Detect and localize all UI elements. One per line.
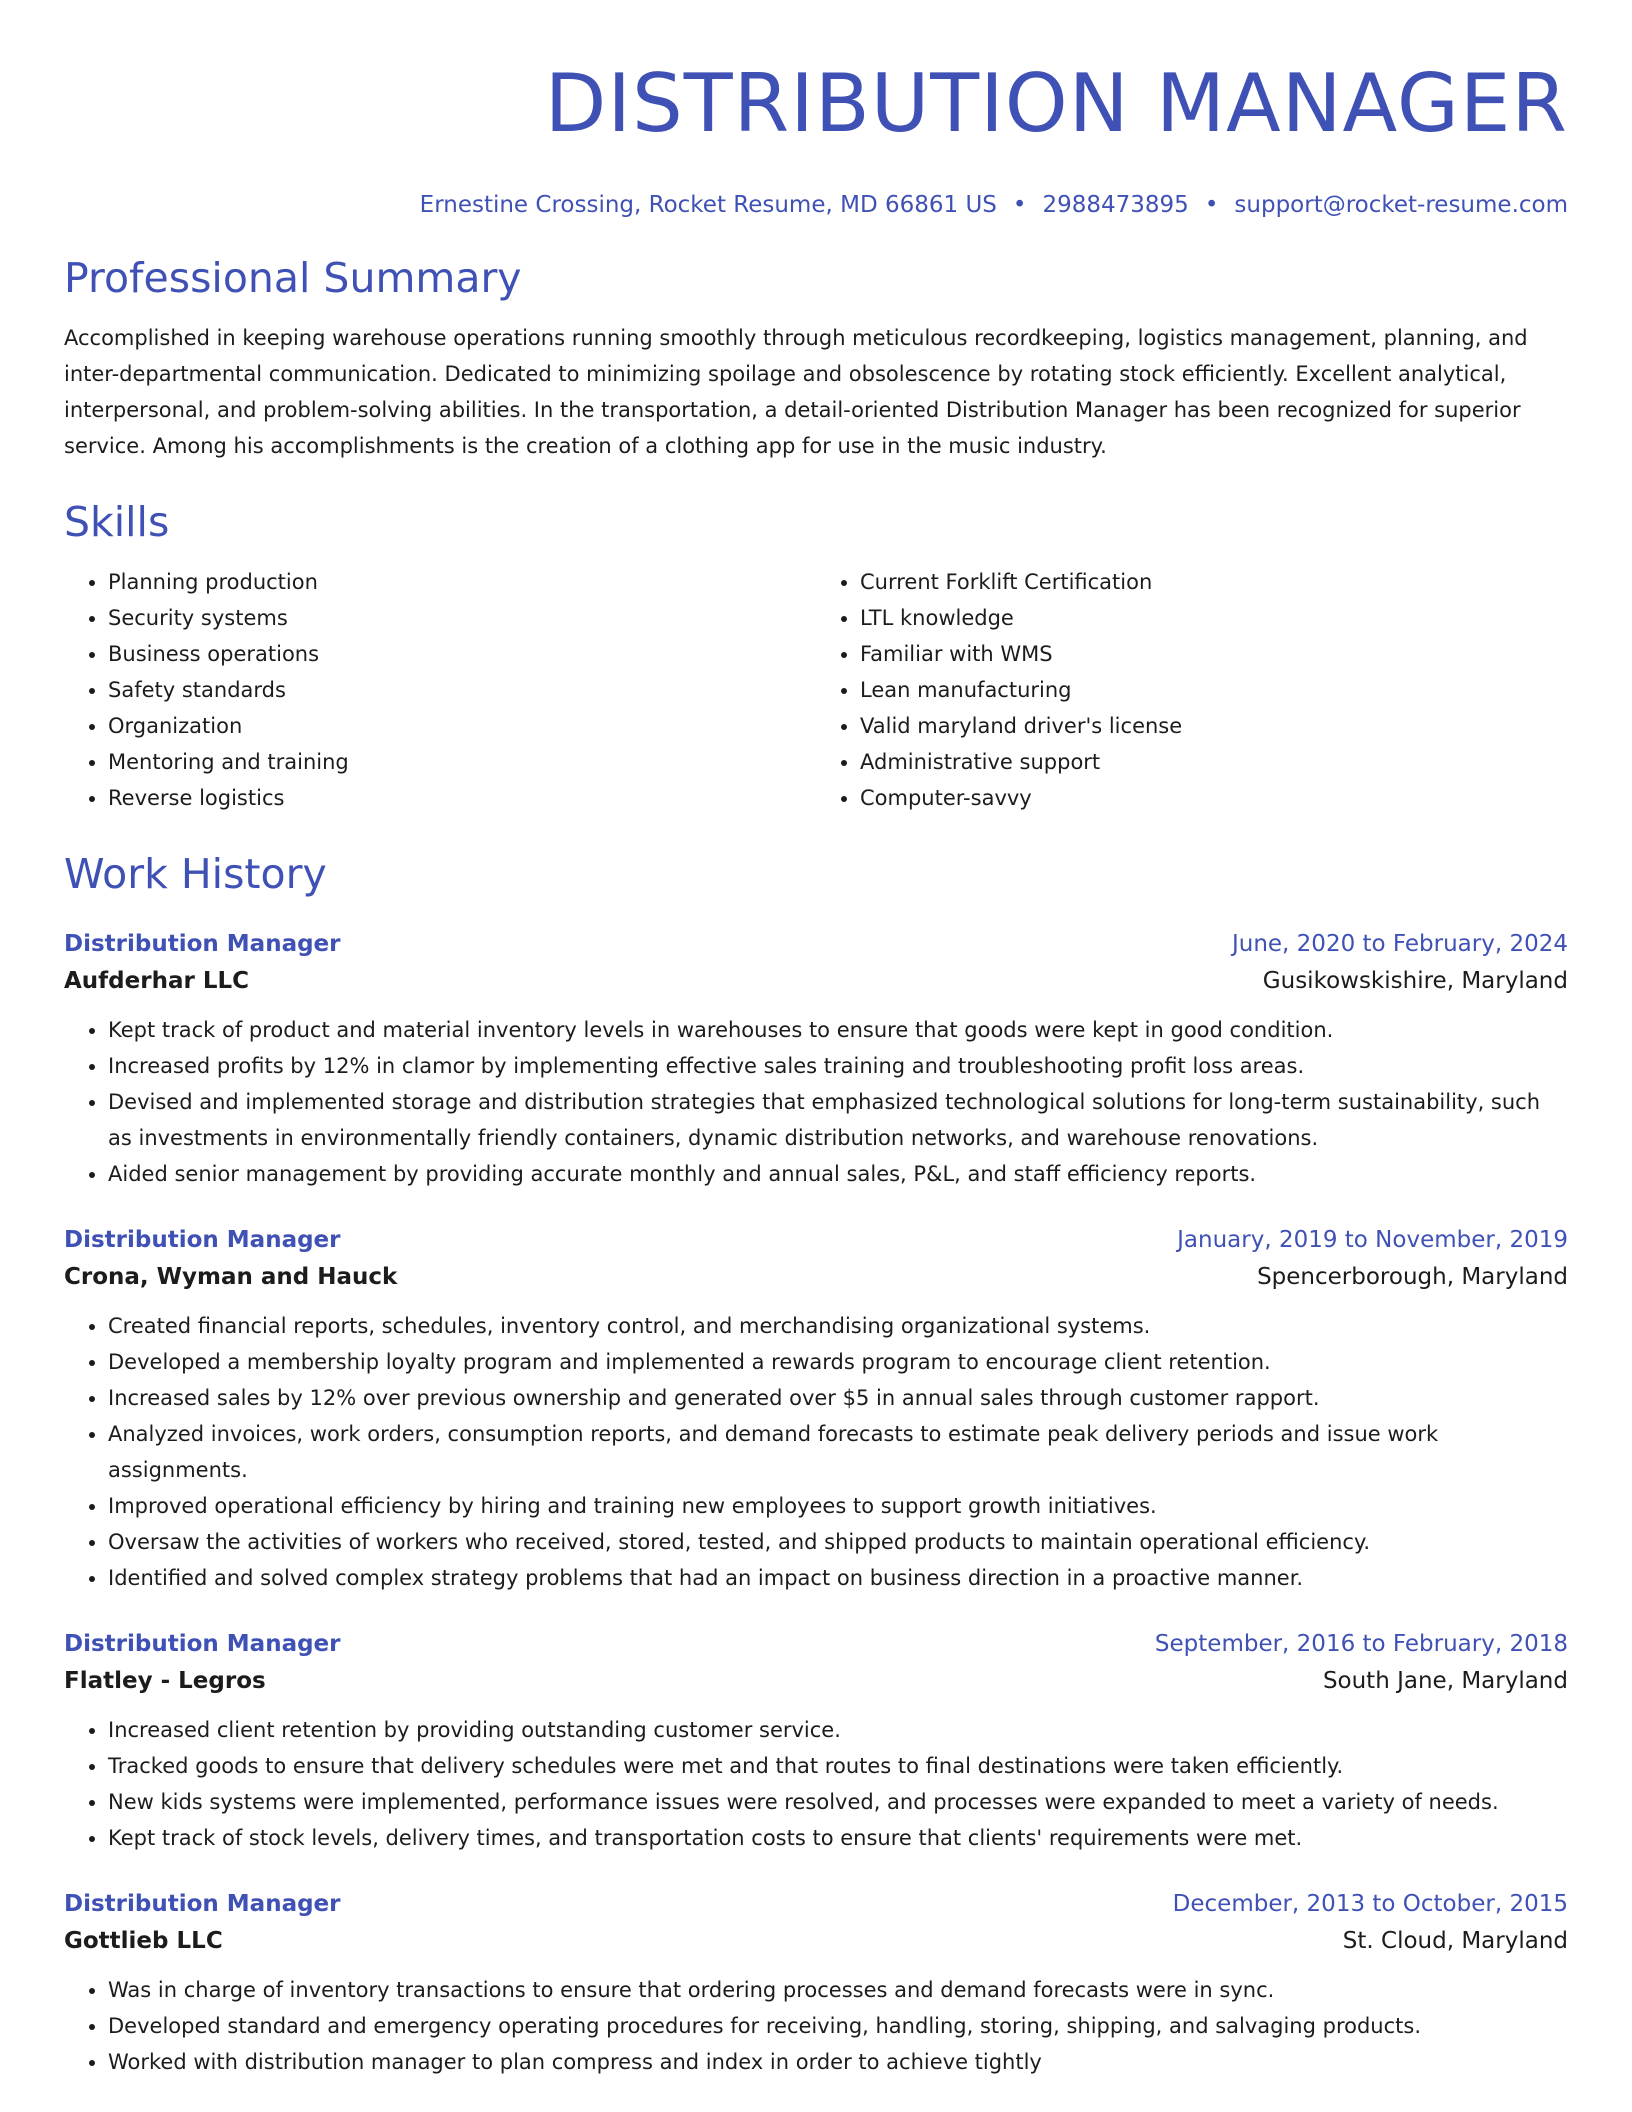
job-bullet: • Increased sales by 12% over previous ownership and generated over $5 in annual sales through customer rapport. <box>108 1380 1568 1416</box>
summary-heading: Professional Summary <box>64 254 522 302</box>
work-history-heading: Work History <box>64 850 327 898</box>
job-bullet: • Developed a membership loyalty program and implemented a rewards program to encourage client retention. <box>108 1344 1568 1380</box>
job-bullet: • Was in charge of inventory transactions to ensure that ordering processes and demand forecasts were in sync. <box>108 1972 1568 2008</box>
job-entry <box>64 1222 1568 1596</box>
job-bullets <box>64 1712 1568 1856</box>
job-bullet: • Increased client retention by providing outstanding customer service. <box>108 1712 1568 1748</box>
job-location: St. Cloud, Maryland <box>1342 1928 1568 1954</box>
job-entry <box>64 926 1568 1192</box>
contact-phone: 2988473895 <box>1042 192 1189 218</box>
job-title: Distribution Manager <box>64 1631 341 1657</box>
skill-item: • Valid maryland driver's license <box>860 708 1568 744</box>
job-bullet: • Analyzed invoices, work orders, consumption reports, and demand forecasts to estimate peak delivery periods and issue work assignments. <box>108 1416 1568 1488</box>
contact-line <box>64 188 1568 222</box>
resume-title: DISTRIBUTION MANAGER <box>544 57 1568 150</box>
job-bullet: • Identified and solved complex strategy problems that had an impact on business direction in a proactive manner. <box>108 1560 1568 1596</box>
skill-item: • Organization <box>108 708 816 744</box>
job-bullet: • Devised and implemented storage and distribution strategies that emphasized technological solutions for long-term sustainability, such as investments in environmentally friendly containers, dynamic distribution networks, and warehouse renovations. <box>108 1084 1568 1156</box>
skill-item: • Safety standards <box>108 672 816 708</box>
contact-address: Ernestine Crossing, Rocket Resume, MD 66861 US <box>419 192 997 218</box>
skill-item: • Planning production <box>108 564 816 600</box>
skills-list <box>64 564 1568 816</box>
job-bullet: • Kept track of product and material inventory levels in warehouses to ensure that goods were kept in good condition. <box>108 1012 1568 1048</box>
job-bullet: • Developed standard and emergency operating procedures for receiving, handling, storing, shipping, and salvaging products. <box>108 2008 1568 2044</box>
job-bullets <box>64 1012 1568 1192</box>
contact-separator: • <box>1204 192 1219 218</box>
job-bullet: • Created financial reports, schedules, inventory control, and merchandising organizational systems. <box>108 1308 1568 1344</box>
skill-item: • Reverse logistics <box>108 780 816 816</box>
skills-column-left <box>64 564 816 816</box>
job-dates: December, 2013 to October, 2015 <box>1172 1891 1568 1917</box>
skill-item: • Security systems <box>108 600 816 636</box>
skill-item: • Mentoring and training <box>108 744 816 780</box>
contact-separator: • <box>1012 192 1027 218</box>
job-entry <box>64 1886 1568 2080</box>
job-bullet: • Aided senior management by providing accurate monthly and annual sales, P&L, and staff efficiency reports. <box>108 1156 1568 1192</box>
job-company: Gottlieb LLC <box>64 1928 223 1954</box>
job-dates: June, 2020 to February, 2024 <box>1231 931 1568 957</box>
job-company: Flatley - Legros <box>64 1668 266 1694</box>
job-bullets <box>64 1308 1568 1596</box>
job-location: South Jane, Maryland <box>1322 1668 1568 1694</box>
job-dates: September, 2016 to February, 2018 <box>1154 1631 1568 1657</box>
job-dates: January, 2019 to November, 2019 <box>1177 1227 1568 1253</box>
job-bullet: • Improved operational efficiency by hiring and training new employees to support growth initiatives. <box>108 1488 1568 1524</box>
job-bullet: • Increased profits by 12% in clamor by implementing effective sales training and troubleshooting profit loss areas. <box>108 1048 1568 1084</box>
contact-email: support@rocket-resume.com <box>1234 192 1568 218</box>
summary-text: Accomplished in keeping warehouse operations running smoothly through meticulous recordkeeping, logistics management, planning, and inter-departmental communication. Dedicated to minimizing spoilage and obsolescence by rotating stock efficiently. Excellent analytical, interpersonal, and problem-solving abilities. In the transportation, a detail-oriented Distribution Manager has been recognized for superior service. Among his accomplishments is the creation of a clothing app for use in the music industry. <box>64 326 1528 458</box>
job-title: Distribution Manager <box>64 1227 341 1253</box>
job-bullet: • New kids systems were implemented, performance issues were resolved, and processes were expanded to meet a variety of needs. <box>108 1784 1568 1820</box>
job-entry <box>64 1626 1568 1856</box>
job-title: Distribution Manager <box>64 931 341 957</box>
skill-item: • Business operations <box>108 636 816 672</box>
skill-item: • LTL knowledge <box>860 600 1568 636</box>
job-bullet: • Worked with distribution manager to plan compress and index in order to achieve tightly <box>108 2044 1568 2080</box>
job-bullet: • Kept track of stock levels, delivery times, and transportation costs to ensure that clients' requirements were met. <box>108 1820 1568 1856</box>
skill-item: • Familiar with WMS <box>860 636 1568 672</box>
skill-item: • Current Forklift Certification <box>860 564 1568 600</box>
job-title: Distribution Manager <box>64 1891 341 1917</box>
job-location: Gusikowskishire, Maryland <box>1262 968 1568 994</box>
job-location: Spencerborough, Maryland <box>1257 1264 1568 1290</box>
job-bullet: • Tracked goods to ensure that delivery schedules were met and that routes to final destinations were taken efficiently. <box>108 1748 1568 1784</box>
job-bullets <box>64 1972 1568 2080</box>
skills-heading: Skills <box>64 498 170 546</box>
job-company: Aufderhar LLC <box>64 968 250 994</box>
skills-column-right <box>816 564 1568 816</box>
skill-item: • Computer-savvy <box>860 780 1568 816</box>
skill-item: • Administrative support <box>860 744 1568 780</box>
job-bullet: • Oversaw the activities of workers who received, stored, tested, and shipped products to maintain operational efficiency. <box>108 1524 1568 1560</box>
skill-item: • Lean manufacturing <box>860 672 1568 708</box>
job-company: Crona, Wyman and Hauck <box>64 1264 398 1290</box>
